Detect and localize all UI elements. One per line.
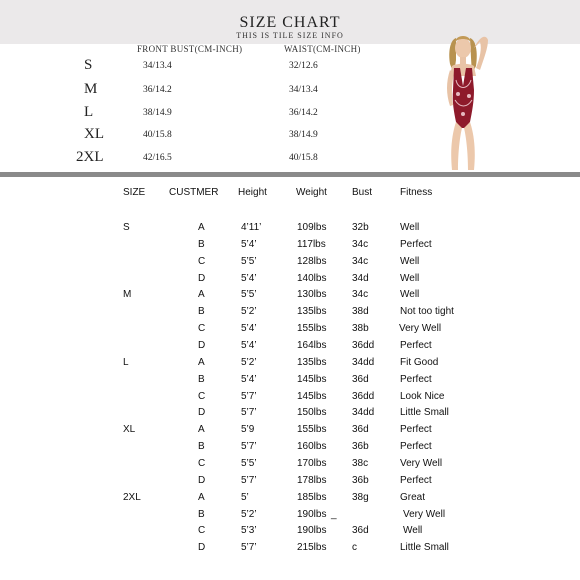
cell-customer: C [198, 390, 206, 402]
cell-customer: D [198, 340, 206, 351]
cell-bust: 34c [352, 238, 369, 250]
cell-bust: 36d [352, 525, 369, 537]
cell-bust: 38b [352, 323, 369, 335]
cell-customer: A [198, 491, 205, 503]
cell-height: 5’4’ [241, 340, 257, 351]
cell-bust: 36b [352, 474, 369, 486]
cell-bust: c [352, 542, 357, 554]
cell-fitness: Perfect [400, 373, 432, 385]
col-header-customer: CUSTMER [169, 187, 219, 198]
front-bust-header: FRONT BUST(CM-INCH) [137, 44, 243, 54]
cell-fitness: Very Well [399, 323, 442, 335]
cell-weight: 155lbs [297, 424, 327, 436]
cell-fitness: Well [400, 272, 420, 284]
cell-weight: 117lbs [297, 238, 326, 250]
cell-customer: C [198, 457, 206, 469]
cell-customer: D [198, 272, 206, 284]
measure-size: XL [84, 126, 104, 142]
cell-bust: 36b [352, 441, 369, 453]
cell-weight: 145lbs [297, 390, 327, 402]
cell-weight: 128lbs [297, 255, 327, 267]
cell-fitness: Fit Good [400, 356, 439, 368]
cell-height: 5’4’ [241, 238, 257, 250]
cell-height: 5’5’ [241, 457, 257, 469]
cell-weight: 160lbs [297, 441, 327, 453]
cell-weight: 215lbs [297, 542, 327, 554]
measure-size: S [84, 57, 93, 73]
cell-bust: 36d [352, 424, 369, 436]
measure-bust: 40/15.8 [143, 130, 172, 140]
cell-fitness: Well [400, 222, 420, 233]
cell-bust: 36dd [352, 340, 375, 351]
cell-fitness: Well [403, 525, 423, 537]
cell-weight: 164lbs [297, 340, 327, 351]
cell-customer: C [198, 525, 206, 537]
measure-bust: 42/16.5 [143, 153, 172, 163]
cell-weight: 185lbs [297, 491, 327, 503]
cell-bust: 38d [352, 306, 369, 318]
cell-customer: B [198, 306, 205, 318]
cell-fitness: Perfect [400, 424, 432, 436]
section-divider [0, 172, 580, 177]
page-subtitle: THIS IS TILE SIZE INFO [236, 31, 344, 40]
cell-fitness: Very Well [403, 508, 446, 520]
cell-size: S [123, 222, 130, 233]
measure-waist: 36/14.2 [289, 108, 318, 118]
model-photo [436, 30, 492, 172]
cell-bust: 38g [352, 491, 369, 503]
cell-weight: 145lbs [297, 373, 327, 385]
cell-height: 5’9 [241, 424, 255, 436]
measure-size: 2XL [76, 149, 104, 165]
cell-height: 5’4’ [241, 272, 257, 284]
cell-size: XL [123, 424, 136, 436]
cell-customer: C [198, 255, 206, 267]
cell-height: 5’7’ [241, 441, 257, 453]
page-title: SIZE CHART [239, 14, 341, 31]
cell-bust: 36d [352, 373, 369, 385]
cell-fitness: Look Nice [400, 390, 445, 402]
cell-height: 5’2’ [241, 356, 257, 368]
cell-customer: B [198, 238, 205, 250]
cell-weight: 130lbs [297, 289, 327, 301]
cell-height: 5’2’ [241, 508, 257, 520]
cell-bust: 34d [352, 272, 369, 284]
cell-fitness: Perfect [400, 474, 432, 486]
cell-fitness: Little Small [400, 407, 449, 419]
col-header-bust: Bust [352, 187, 373, 198]
cell-customer: B [198, 373, 205, 385]
cell-weight: 178lbs [297, 474, 327, 486]
cell-size: L [123, 356, 129, 368]
cell-bust: _ [331, 508, 337, 520]
cell-fitness: Not too tight [400, 306, 454, 318]
cell-height: 5’7’ [241, 390, 257, 402]
cell-weight: 150lbs [297, 407, 327, 419]
cell-customer: D [198, 474, 206, 486]
measure-waist: 38/14.9 [289, 130, 318, 140]
cell-fitness: Perfect [400, 238, 432, 250]
cell-fitness: Little Small [400, 542, 449, 554]
cell-customer: A [198, 222, 205, 233]
measure-size: L [84, 104, 94, 120]
cell-height: 5’7’ [241, 542, 257, 554]
cell-weight: 190lbs [297, 508, 327, 520]
cell-size: 2XL [123, 491, 141, 503]
cell-height: 5’5’ [241, 255, 257, 267]
cell-height: 4’11’ [241, 222, 262, 233]
cell-weight: 155lbs [297, 323, 327, 335]
cell-size: M [123, 289, 132, 301]
cell-bust: 34dd [352, 407, 375, 419]
cell-height: 5’7’ [241, 407, 257, 419]
measure-size: M [84, 81, 98, 97]
cell-height: 5’ [241, 491, 249, 503]
cell-bust: 34dd [352, 356, 375, 368]
measure-bust: 36/14.2 [143, 85, 172, 95]
measure-bust: 34/13.4 [143, 61, 172, 71]
col-header-height: Height [238, 187, 267, 198]
col-header-fitness: Fitness [400, 187, 433, 198]
cell-weight: 190lbs [297, 525, 327, 537]
cell-bust: 38c [352, 457, 369, 469]
cell-height: 5’7’ [241, 474, 257, 486]
cell-fitness: Well [400, 255, 420, 267]
cell-weight: 135lbs [297, 306, 327, 318]
cell-bust: 36dd [352, 390, 375, 402]
col-header-weight: Weight [296, 187, 327, 198]
cell-customer: C [198, 323, 206, 335]
measure-waist: 40/15.8 [289, 153, 318, 163]
cell-height: 5’5’ [241, 289, 257, 301]
cell-height: 5’2’ [241, 306, 257, 318]
cell-customer: B [198, 508, 205, 520]
cell-customer: A [198, 289, 205, 301]
measure-bust: 38/14.9 [143, 108, 172, 118]
cell-customer: A [198, 424, 205, 436]
measure-waist: 32/12.6 [289, 61, 318, 71]
cell-customer: B [198, 441, 205, 453]
cell-fitness: Perfect [400, 340, 432, 351]
cell-bust: 34c [352, 255, 369, 267]
cell-fitness: Very Well [400, 457, 443, 469]
waist-header: WAIST(CM-INCH) [284, 44, 361, 54]
measure-waist: 34/13.4 [289, 85, 318, 95]
cell-weight: 170lbs [297, 457, 327, 469]
cell-fitness: Perfect [400, 441, 432, 453]
col-header-size: SIZE [123, 187, 146, 198]
cell-height: 5’4’ [241, 373, 257, 385]
cell-customer: D [198, 542, 206, 554]
cell-height: 5’4’ [241, 323, 257, 335]
cell-fitness: Great [400, 491, 426, 503]
cell-bust: 32b [352, 222, 369, 233]
cell-height: 5’3’ [241, 525, 257, 537]
cell-fitness: Well [400, 289, 420, 301]
cell-customer: D [198, 407, 206, 419]
cell-weight: 109lbs [297, 222, 327, 233]
cell-weight: 135lbs [297, 356, 327, 368]
cell-customer: A [198, 356, 205, 368]
cell-bust: 34c [352, 289, 369, 301]
cell-weight: 140lbs [297, 272, 327, 284]
